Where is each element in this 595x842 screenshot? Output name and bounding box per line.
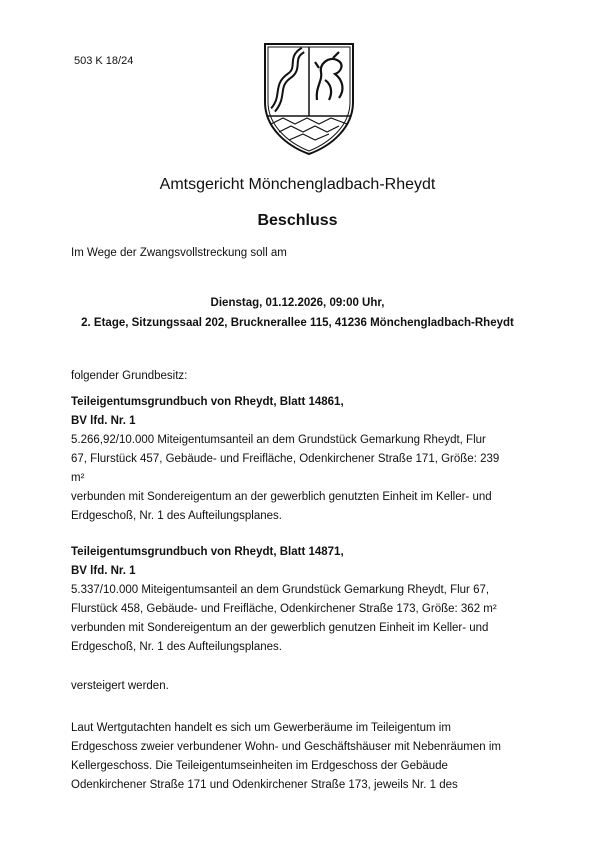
property-block-2 [71,543,531,657]
property-line: m² [71,472,85,484]
document-title: Beschluss [257,212,338,229]
property-title: Teileigentumsgrundbuch von Rheydt, Blatt 14871, [71,546,344,558]
property-line: 67, Flurstück 457, Gebäude- und Freifläche, Odenkirchener Straße 171, Größe: 239 [71,453,500,465]
property-bv: BV lfd. Nr. 1 [71,415,136,427]
intro-text: Im Wege der Zwangsvollstreckung soll am [71,247,287,259]
property-title: Teileigentumsgrundbuch von Rheydt, Blatt 14861, [71,396,344,408]
property-line: 5.266,92/10.000 Miteigentumsanteil an dem Grundstück Gemarkung Rheydt, Flur [71,434,486,446]
appraisal-line: Laut Wertgutachten handelt es sich um Gewerberäume im Teileigentum im [71,722,451,734]
property-bv: BV lfd. Nr. 1 [71,565,136,577]
property-line: verbunden mit Sondereigentum an der gewerblich genutzen Einheit im Keller- und [71,622,489,634]
auction-statement: versteigert werden. [71,680,169,692]
property-line: verbunden mit Sondereigentum an der gewerblich genutzten Einheit im Keller- und [71,491,492,503]
appraisal-line: Erdgeschoss zweier verbundener Wohn- und Geschäftshäuser mit Nebenräumen im [71,741,501,753]
court-name: Amtsgericht Mönchengladbach-Rheydt [159,176,436,193]
appraisal-paragraph [71,719,531,795]
property-block-1 [71,393,531,526]
property-line: 5.337/10.000 Miteigentumsanteil an dem Grundstück Gemarkung Rheydt, Flur 67, [71,584,490,596]
property-line: Erdgeschoß, Nr. 1 des Aufteilungsplanes. [71,641,282,653]
case-number: 503 K 18/24 [74,55,134,67]
appraisal-line: Odenkirchener Straße 171 und Odenkirchener Straße 173, jeweils Nr. 1 des [71,779,458,791]
property-intro: folgender Grundbesitz: [71,370,188,382]
property-line: Erdgeschoß, Nr. 1 des Aufteilungsplanes. [71,510,282,522]
coat-of-arms-icon [259,40,359,158]
appraisal-line: Kellergeschoss. Die Teileigentumseinheiten im Erdgeschoss der Gebäude [71,760,448,772]
hearing-date: Dienstag, 01.12.2026, 09:00 Uhr, [210,297,385,309]
hearing-location: 2. Etage, Sitzungssaal 202, Brucknerallee 115, 41236 Mönchengladbach-Rheydt [81,317,514,329]
property-line: Flurstück 458, Gebäude- und Freifläche, Odenkirchener Straße 173, Größe: 362 m² [71,603,497,615]
